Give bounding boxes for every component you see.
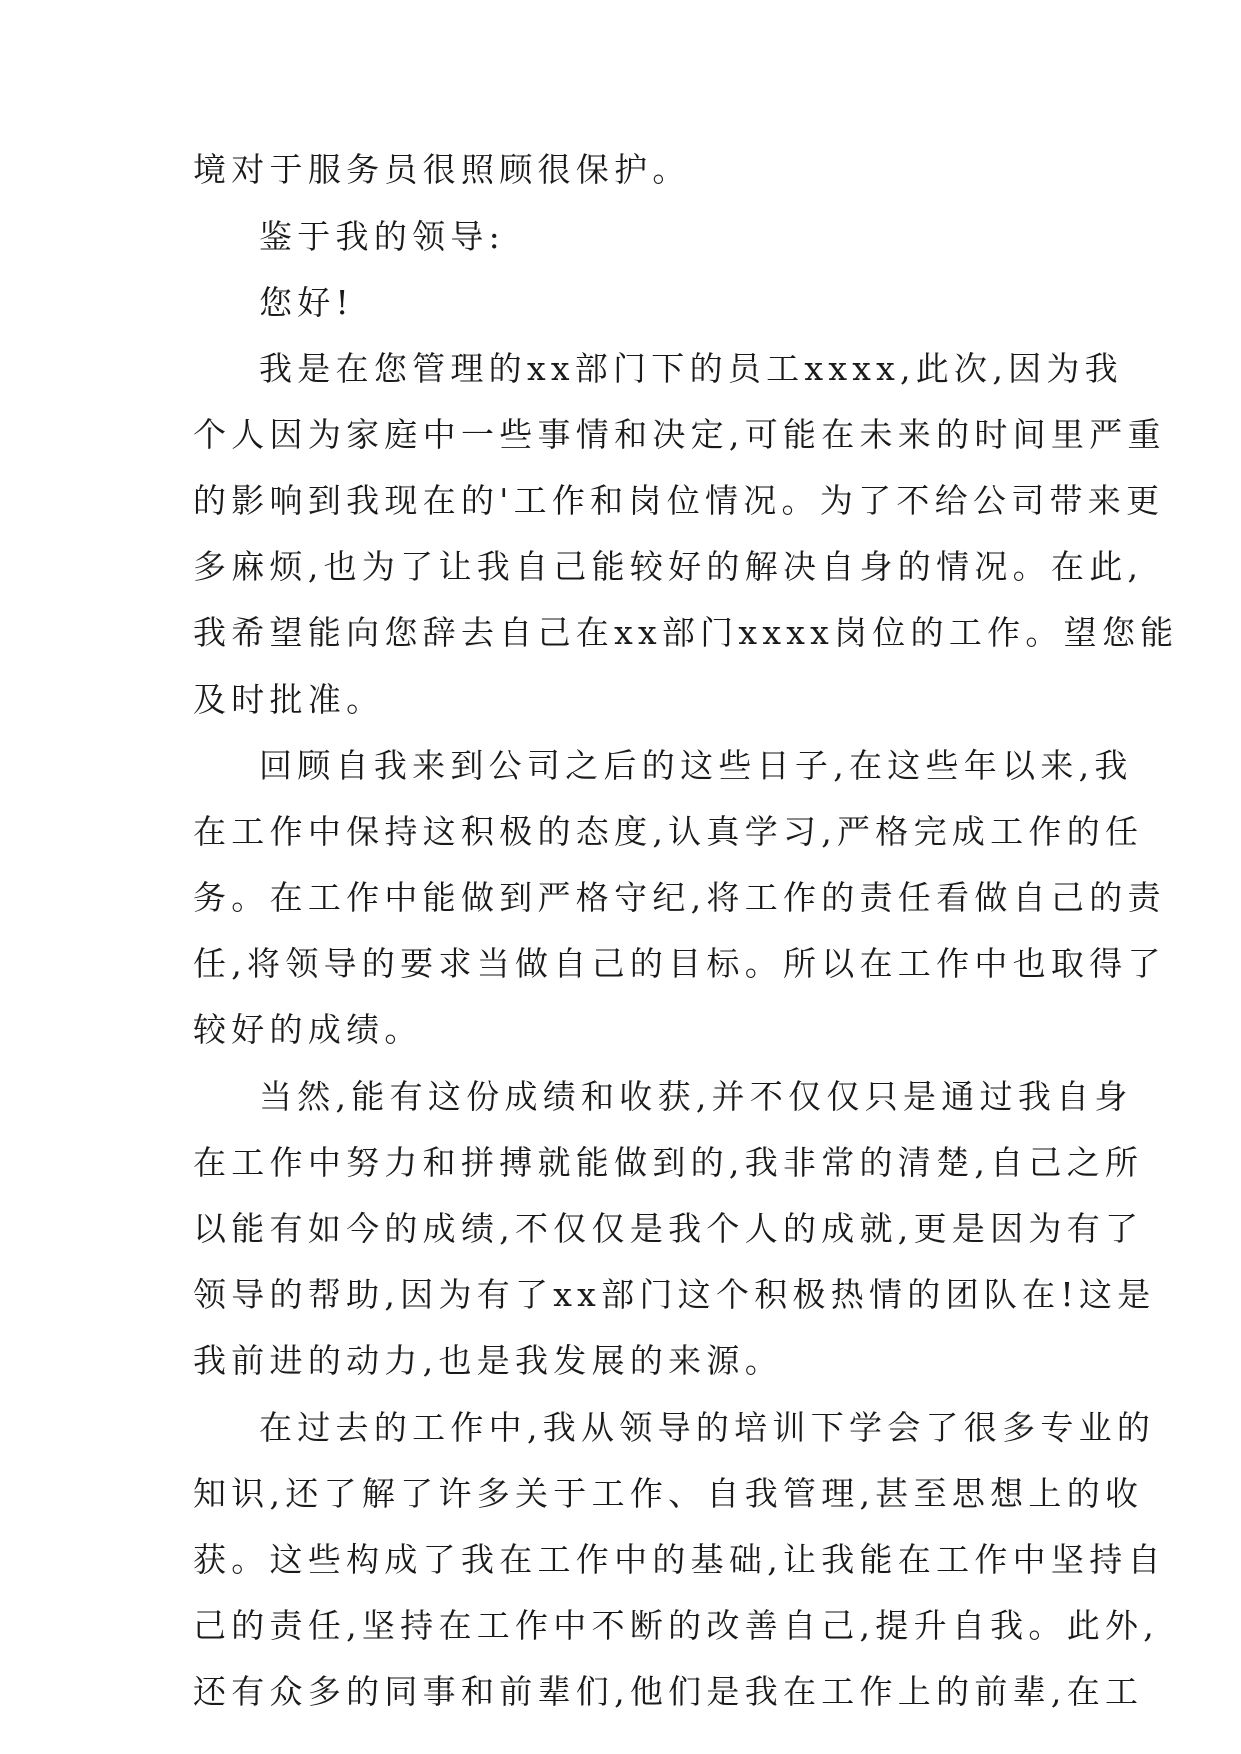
text-line: 我前进的动力,也是我发展的来源。 [193,1341,783,1380]
text-line: 境对于服务员很照顾很保护。 [193,150,691,189]
greeting-line: 您好! [259,283,355,322]
text-line: 任,将领导的要求当做自己的目标。所以在工作中也取得了 [193,944,1166,983]
text-line: 回顾自我来到公司之后的这些日子,在这些年以来,我 [259,746,1133,785]
salutation-line: 鉴于我的领导: [259,217,506,256]
text-line: 多麻烦,也为了让我自己能较好的解决自身的情况。在此, [193,547,1144,586]
text-line: 获。这些构成了我在工作中的基础,让我能在工作中坚持自 [193,1540,1166,1579]
text-line: 在工作中努力和拼搏就能做到的,我非常的清楚,自己之所 [193,1143,1144,1182]
text-line: 的影响到我现在的'工作和岗位情况。为了不给公司带来更 [193,481,1165,520]
text-line: 及时批准。 [193,680,385,719]
text-line: 在工作中保持这积极的态度,认真学习,严格完成工作的任 [193,812,1144,851]
text-line: 在过去的工作中,我从领导的培训下学会了很多专业的 [259,1408,1156,1447]
text-line: 个人因为家庭中一些事情和决定,可能在未来的时间里严重 [193,415,1166,454]
text-line: 己的责任,坚持在工作中不断的改善自己,提升自我。此外, [193,1606,1160,1645]
text-line: 还有众多的同事和前辈们,他们是我在工作上的前辈,在工 [193,1672,1144,1711]
text-line: 我是在您管理的xx部门下的员工xxxx,此次,因为我 [259,349,1123,388]
text-line: 以能有如今的成绩,不仅仅是我个人的成就,更是因为有了 [193,1209,1144,1248]
text-line: 领导的帮助,因为有了xx部门这个积极热情的团队在!这是 [193,1275,1156,1314]
text-line: 知识,还了解了许多关于工作、自我管理,甚至思想上的收 [193,1474,1144,1513]
text-line: 我希望能向您辞去自己在xx部门xxxx岗位的工作。望您能 [193,613,1179,652]
text-line: 较好的成绩。 [193,1010,423,1049]
text-line: 当然,能有这份成绩和收获,并不仅仅只是通过我自身 [259,1077,1133,1116]
text-line: 务。在工作中能做到严格守纪,将工作的责任看做自己的责 [193,878,1166,917]
